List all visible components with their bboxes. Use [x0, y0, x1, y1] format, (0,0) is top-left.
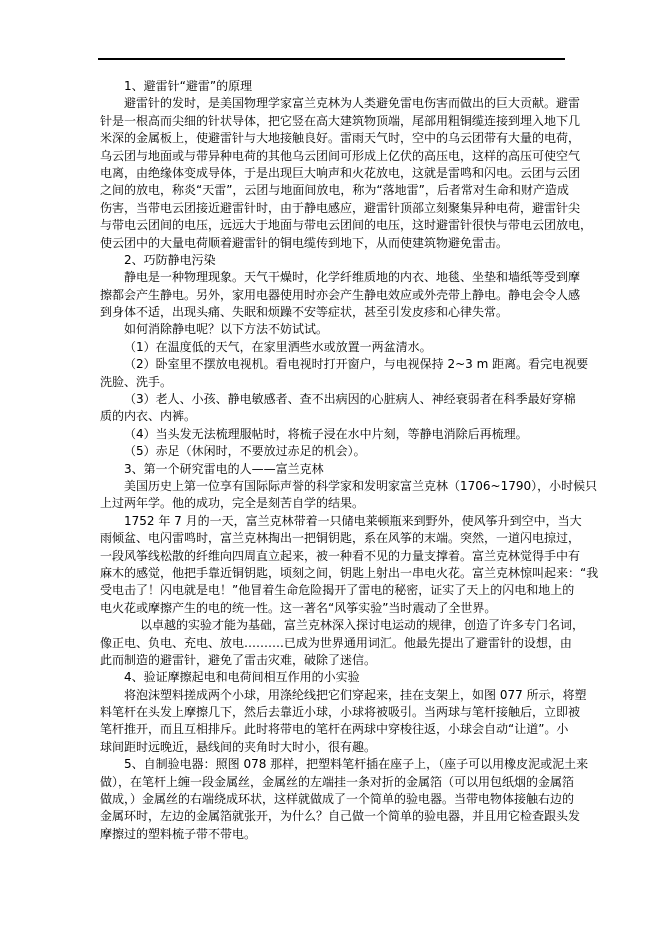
text-line-38: 笔杆推开，而且互相排斥。此时将带电的笔杆在两球中穿梭往返，小球会自动“让道”。小 [100, 722, 569, 737]
text-line-23: 3、第一个研究雷电的人——富兰克林 [124, 461, 324, 476]
text-line-14: 到身体不适，出现头痛、失眠和烦躁不安等症状，甚至引发皮疹和心律失常。 [100, 305, 509, 320]
text-line-4: 米深的金属板上，使避雷针与大地接触良好。雷雨天气时，空中的乌云团带有大量的电荷， [100, 131, 581, 146]
text-line-30: 受电击了！闪电就是电！”他冒着生命危险揭开了雷电的秘密，证实了天上的闪电和地上的 [100, 583, 575, 598]
text-line-41: 做），在笔杆上缠一段金属丝，金属丝的左端挂一条对折的金属箔（可以用包纸烟的金属箔 [100, 774, 575, 789]
text-line-17: （2）卧室里不摆放电视机。看电视时打开窗户，与电视保持 2~3 m 距离。看完电视要 [124, 357, 589, 372]
text-line-2: 避雷针的发时，是美国物理学家富兰克林为人类避免雷电伤害而做出的巨大贡献。避雷 [124, 96, 581, 111]
text-line-10: 使云团中的大量电荷顺着避雷针的铜电缆传到地下，从而使建筑物避免雷击。 [100, 235, 509, 250]
text-line-1: 1、避雷针“避雷”的原理 [124, 79, 253, 93]
text-line-33: 像正电、负电、充电、放电……….已成为世界通用词汇。他最先提出了避雷针的设想，由 [100, 635, 572, 650]
text-line-42: 做成，）金属丝的右端绕成环状，这样就做成了一个简单的验电器。当带电物体接触右边的 [100, 792, 575, 807]
text-block [100, 78, 600, 843]
text-line-6: 电离，由绝缘体变成导体，于是出现巨大响声和火花放电，这就是雷鸣和闪电。云团与云团 [100, 165, 581, 180]
text-line-31: 电火花或摩擦产生的电的统一性。这一著名“风筝实验”当时震动了全世界。 [100, 600, 497, 615]
text-line-28: 一段风筝线松散的纤维向四周直立起来，被一种看不见的力量支撑着。富兰克林觉得手中有 [100, 548, 581, 563]
text-line-40: 5、自制验电器：照图 078 那样，把塑料笔杆插在座子上，（座子可以用橡皮泥或泥土来 [124, 757, 589, 772]
text-line-32: 以卓越的实验才能为基础，富兰克林深入探讨电运动的规律，创造了许多专门名词， [140, 618, 585, 633]
text-line-12: 静电是一种物理现象。天气干燥时，化学纤维质地的内衣、地毯、坐垫和墙纸等受到摩 [124, 270, 581, 285]
text-line-19: （3）老人、小孩、静电敏感者、查不出病因的心脏病人、神经衰弱者在科季最好穿棉 [124, 392, 576, 407]
text-line-5: 乌云团与地面或与带异种电荷的其他乌云团间可形成上亿伏的高压电，这样的高压可使空气 [100, 148, 581, 163]
text-line-9: 与带电云团间的电压，远远大于地面与带电云团间的电压，这时避雷针很快与带电云团放电， [100, 218, 593, 233]
text-line-15: 如何消除静电呢？以下方法不妨试试。 [124, 322, 329, 337]
text-line-27: 雨倾盆、电闪雷鸣时，富兰克林掏出一把铜钥匙，系在风筝的末端。突然，一道闪电掠过， [100, 531, 581, 546]
text-line-29: 麻木的感觉，他把手靠近铜钥匙，顷刻之间，钥匙上射出一串电火花。富兰克林惊叫起来：“我 [100, 565, 599, 580]
text-line-35: 4、验证摩擦起电和电荷间相互作用的小实验 [124, 670, 360, 685]
text-line-3: 针是一根高而尖细的针状导体，把它竖在高大建筑物顶端，尾部用粗铜缆连接到埋入地下几 [100, 113, 581, 128]
text-line-18: 洗脸、洗手。 [100, 374, 173, 389]
text-line-22: （5）赤足（休闲时，不要放过赤足的机会）。 [124, 444, 366, 459]
text-line-13: 擦都会产生静电。另外，家用电器使用时亦会产生静电效应或外壳带上静电。静电会令人感 [100, 287, 581, 302]
text-line-21: （4）当头发无法梳理服帖时，将梳子浸在水中片刻，等静电消除后再梳理。 [124, 426, 528, 441]
text-line-8: 伤害，当带电云团接近避雷针时，由于静电感应，避雷针顶部立刻聚集异种电荷，避雷针尖 [100, 200, 581, 215]
text-line-44: 摩擦过的塑料梳子带不带电。 [100, 826, 257, 841]
text-line-20: 质的内衣、内裤。 [100, 409, 197, 424]
text-line-34: 此而制造的避雷针，避免了雷击灾难，破除了迷信。 [100, 652, 377, 667]
text-line-16: （1）在温度低的天气，在家里洒些水或放置一两盆清水。 [124, 339, 432, 354]
text-line-7: 之间的放电，称炎“天雷”，云团与地面间放电，称为“落地雷”，后者常对生命和财产造成 [100, 183, 569, 198]
text-line-36: 将泡沫塑料搓成两个小球，用涤纶线把它们穿起来，挂在支架上，如图 077 所示，将塑 [124, 687, 587, 702]
text-line-24: 美国历史上第一位享有国际际声誉的科学家和发明家富兰克林（1706~1790），小时候只 [124, 478, 598, 493]
header-rule [98, 58, 565, 60]
text-line-39: 球间距时远晚近，悬线间的夹角时大时小，很有趣。 [100, 739, 377, 754]
text-line-43: 金属环时，左边的金属箔就张开，为什么？自己做一个简单的验电器，并且用它检查跟头发 [100, 809, 581, 824]
text-line-25: 上过两年学。他的成功，完全是刻苦自学的结果。 [100, 496, 365, 511]
text-line-11: 2、巧防静电污染 [124, 252, 216, 267]
text-line-37: 料笔杆在头发上摩擦几下，然后去靠近小球，小球将被吸引。当两球与笔杆接触后，立即被 [100, 705, 581, 720]
text-line-26: 1752 年 7 月的一天，富兰克林带着一只储电莱顿瓶来到野外，使风筝升到空中，当大 [124, 513, 582, 528]
